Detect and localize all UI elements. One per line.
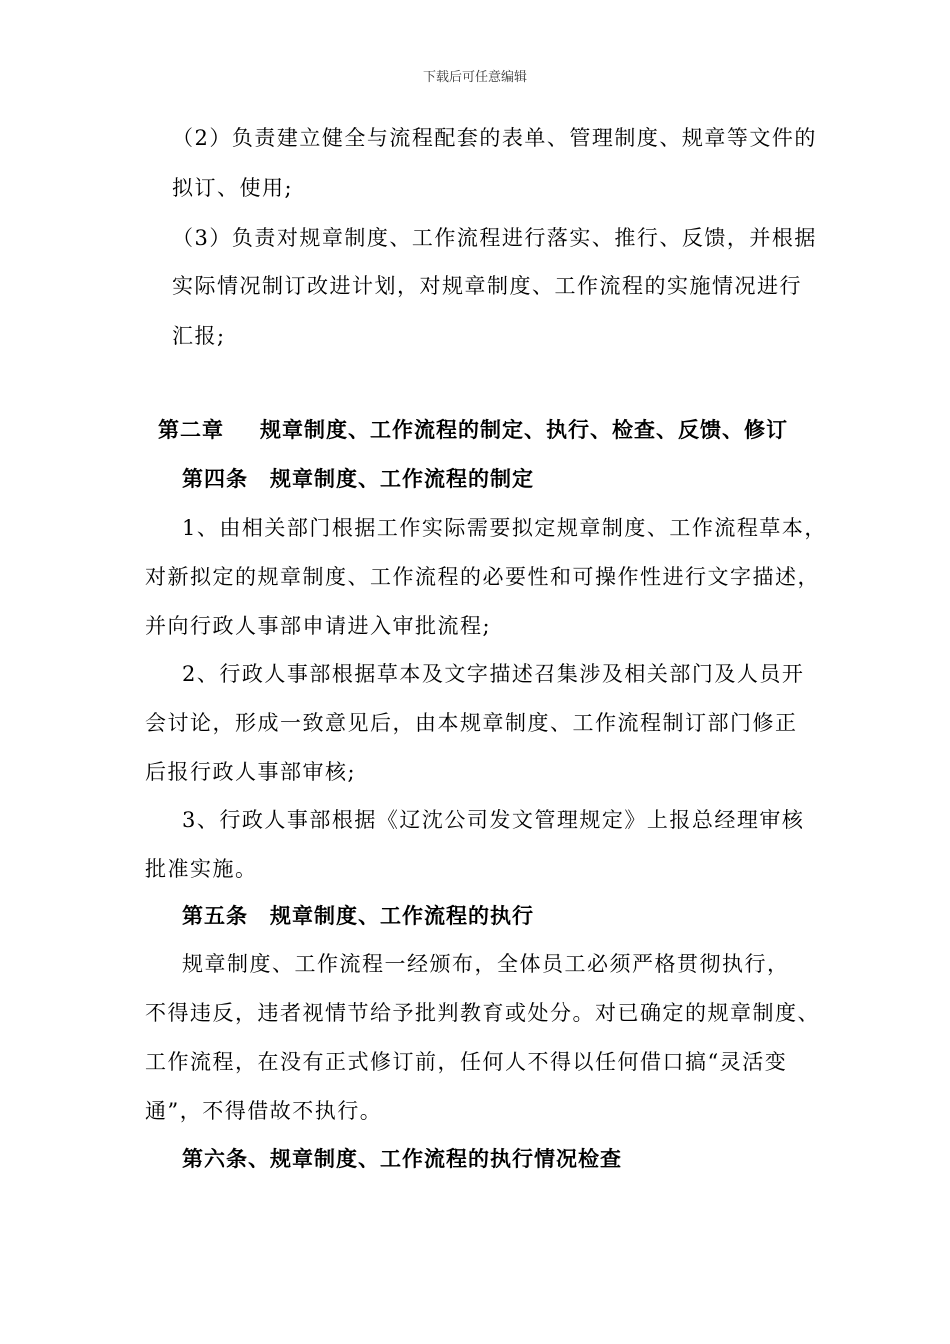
paragraph-line: 实际情况制订改进计划，对规章制度、工作流程的实施情况进行 bbox=[172, 274, 802, 298]
paragraph-line: （3）负责对规章制度、工作流程进行落实、推行、反馈，并根据 bbox=[172, 226, 817, 250]
paragraph-line: 批准实施。 bbox=[145, 857, 258, 881]
paragraph-line: 后报行政人事部审核; bbox=[145, 760, 357, 784]
paragraph-line: 3、行政人事部根据《辽沈公司发文管理规定》上报总经理审核 bbox=[182, 808, 805, 832]
chapter-heading bbox=[158, 416, 788, 444]
paragraph-line: 汇报; bbox=[172, 324, 226, 348]
article-heading bbox=[182, 465, 534, 493]
paragraph-line: 通”，不得借故不执行。 bbox=[145, 1099, 383, 1123]
article-heading bbox=[182, 902, 534, 930]
paragraph-line: 不得违反，违者视情节给予批判教育或处分。对已确定的规章制度、 bbox=[145, 1001, 820, 1025]
paragraph-line: 2、行政人事部根据草本及文字描述召集涉及相关部门及人员开 bbox=[182, 662, 805, 686]
chapter-title: 规章制度、工作流程的制定、执行、检查、反馈、修订 bbox=[260, 418, 788, 442]
chapter-number: 第二章 bbox=[158, 418, 224, 442]
article-number: 第四条 bbox=[182, 467, 248, 491]
paragraph-line: 并向行政人事部申请进入审批流程; bbox=[145, 614, 492, 638]
paragraph-line: 工作流程，在没有正式修订前，任何人不得以任何借口搞“灵活变 bbox=[145, 1050, 788, 1074]
paragraph-line: 规章制度、工作流程一经颁布，全体员工必须严格贯彻执行， bbox=[182, 952, 790, 976]
paragraph-line: 拟订、使用; bbox=[172, 176, 294, 200]
article-heading: 第六条、规章制度、工作流程的执行情况检查 bbox=[182, 1147, 622, 1171]
article-title: 规章制度、工作流程的制定 bbox=[270, 467, 534, 491]
paragraph-line: （2）负责建立健全与流程配套的表单、管理制度、规章等文件的 bbox=[172, 126, 817, 150]
article-title: 规章制度、工作流程的执行 bbox=[270, 904, 534, 928]
paragraph-line: 会讨论，形成一致意见后，由本规章制度、工作流程制订部门修正 bbox=[145, 711, 798, 735]
page-header: 下载后可任意编辑 bbox=[422, 70, 527, 85]
paragraph-line: 1、由相关部门根据工作实际需要拟定规章制度、工作流程草本， bbox=[182, 516, 827, 540]
article-number: 第五条 bbox=[182, 904, 248, 928]
paragraph-line: 对新拟定的规章制度、工作流程的必要性和可操作性进行文字描述， bbox=[145, 565, 820, 589]
